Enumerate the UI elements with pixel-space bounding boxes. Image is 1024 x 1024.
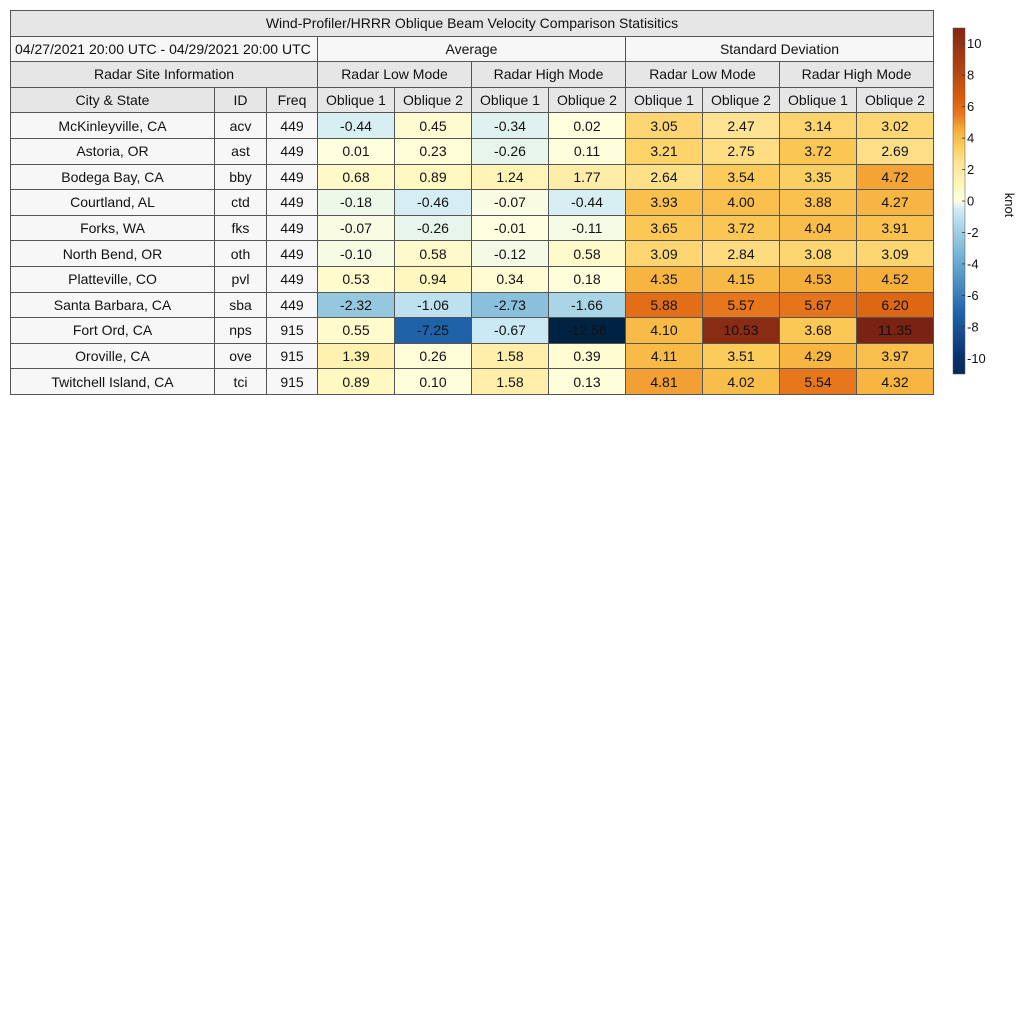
value-cell-std-high-ob2: 3.09 (857, 241, 934, 267)
colorbar-tick-label: -6 (967, 287, 979, 303)
value-cell-std-high-ob1: 4.04 (780, 215, 857, 241)
site-freq-cell: 915 (267, 343, 318, 369)
std-group-header: Standard Deviation (626, 36, 934, 62)
site-city-cell: Astoria, OR (11, 138, 215, 164)
table-row (11, 138, 934, 164)
site-id-cell: ctd (215, 190, 267, 216)
col-header-id: ID (215, 87, 267, 113)
value-cell-avg-low-ob1: 0.68 (318, 164, 395, 190)
value-cell-std-low-ob1: 3.05 (626, 113, 703, 139)
table-row (11, 292, 934, 318)
value-cell-avg-high-ob1: 1.58 (472, 369, 549, 395)
value-cell-avg-high-ob1: -0.01 (472, 215, 549, 241)
value-cell-avg-low-ob2: 0.58 (395, 241, 472, 267)
col-header-std-low-ob2: Oblique 2 (703, 87, 780, 113)
value-cell-avg-high-ob2: 1.77 (549, 164, 626, 190)
colorbar-tick-label: -10 (967, 350, 986, 366)
site-freq-cell: 449 (267, 215, 318, 241)
value-cell-std-low-ob1: 3.09 (626, 241, 703, 267)
colorbar-tick-label: -2 (967, 224, 979, 240)
value-cell-std-low-ob1: 5.88 (626, 292, 703, 318)
value-cell-avg-low-ob2: -0.46 (395, 190, 472, 216)
col-header-std-high-ob1: Oblique 1 (780, 87, 857, 113)
value-cell-avg-high-ob1: 1.24 (472, 164, 549, 190)
value-cell-std-low-ob1: 3.93 (626, 190, 703, 216)
table-row (11, 190, 934, 216)
site-city-cell: Platteville, CO (11, 266, 215, 292)
value-cell-std-high-ob1: 3.88 (780, 190, 857, 216)
value-cell-std-high-ob1: 3.72 (780, 138, 857, 164)
table-row (11, 369, 934, 395)
site-city-cell: Fort Ord, CA (11, 318, 215, 344)
value-cell-std-high-ob1: 4.53 (780, 266, 857, 292)
site-city-cell: McKinleyville, CA (11, 113, 215, 139)
value-cell-avg-high-ob1: -0.34 (472, 113, 549, 139)
value-cell-avg-low-ob2: 0.89 (395, 164, 472, 190)
table-title: Wind-Profiler/HRRR Oblique Beam Velocity Comparison Statisitics (11, 11, 934, 37)
value-cell-std-high-ob1: 5.67 (780, 292, 857, 318)
value-cell-std-low-ob2: 3.51 (703, 343, 780, 369)
value-cell-avg-low-ob2: -7.25 (395, 318, 472, 344)
value-cell-avg-high-ob1: 0.34 (472, 266, 549, 292)
value-cell-std-low-ob1: 4.81 (626, 369, 703, 395)
value-cell-std-low-ob2: 4.15 (703, 266, 780, 292)
colorbar-tick-label: 4 (967, 130, 975, 146)
value-cell-avg-high-ob2: -0.44 (549, 190, 626, 216)
value-cell-avg-low-ob2: -0.26 (395, 215, 472, 241)
site-id-cell: bby (215, 164, 267, 190)
site-city-cell: Courtland, AL (11, 190, 215, 216)
value-cell-avg-high-ob1: -2.73 (472, 292, 549, 318)
date-range: 04/27/2021 20:00 UTC - 04/29/2021 20:00 UTC (11, 36, 318, 62)
value-cell-avg-low-ob1: 0.01 (318, 138, 395, 164)
value-cell-avg-high-ob2: -1.66 (549, 292, 626, 318)
value-cell-std-low-ob1: 3.65 (626, 215, 703, 241)
site-id-cell: oth (215, 241, 267, 267)
value-cell-std-high-ob1: 3.14 (780, 113, 857, 139)
site-info-header: Radar Site Information (11, 62, 318, 88)
site-id-cell: sba (215, 292, 267, 318)
table-row (11, 318, 934, 344)
site-city-cell: North Bend, OR (11, 241, 215, 267)
value-cell-std-low-ob2: 2.47 (703, 113, 780, 139)
table-row (11, 215, 934, 241)
site-freq-cell: 915 (267, 318, 318, 344)
value-cell-avg-high-ob2: 0.13 (549, 369, 626, 395)
value-cell-std-high-ob1: 5.54 (780, 369, 857, 395)
value-cell-std-high-ob1: 3.08 (780, 241, 857, 267)
value-cell-avg-low-ob2: 0.10 (395, 369, 472, 395)
colorbar-tick-label: 6 (967, 99, 975, 115)
value-cell-std-low-ob2: 2.84 (703, 241, 780, 267)
value-cell-std-high-ob2: 4.72 (857, 164, 934, 190)
value-cell-avg-low-ob2: 0.94 (395, 266, 472, 292)
value-cell-avg-high-ob2: -0.11 (549, 215, 626, 241)
colorbar-tick-label: -4 (967, 256, 979, 272)
site-city-cell: Santa Barbara, CA (11, 292, 215, 318)
col-header-avg-low-ob2: Oblique 2 (395, 87, 472, 113)
value-cell-std-low-ob1: 4.11 (626, 343, 703, 369)
std-low-mode-header: Radar Low Mode (626, 62, 780, 88)
value-cell-avg-low-ob2: 0.26 (395, 343, 472, 369)
value-cell-std-high-ob2: 11.35 (857, 318, 934, 344)
value-cell-avg-high-ob2: 0.02 (549, 113, 626, 139)
site-freq-cell: 449 (267, 113, 318, 139)
value-cell-std-high-ob2: 2.69 (857, 138, 934, 164)
value-cell-avg-low-ob1: -0.18 (318, 190, 395, 216)
colorbar-tick-label: 2 (967, 162, 975, 178)
value-cell-avg-low-ob2: -1.06 (395, 292, 472, 318)
site-freq-cell: 449 (267, 164, 318, 190)
value-cell-avg-high-ob1: 1.58 (472, 343, 549, 369)
average-group-header: Average (318, 36, 626, 62)
site-id-cell: acv (215, 113, 267, 139)
col-header-std-high-ob2: Oblique 2 (857, 87, 934, 113)
col-header-avg-high-ob2: Oblique 2 (549, 87, 626, 113)
value-cell-avg-low-ob1: 0.53 (318, 266, 395, 292)
value-cell-std-high-ob2: 3.97 (857, 343, 934, 369)
value-cell-std-high-ob1: 3.68 (780, 318, 857, 344)
value-cell-avg-low-ob1: 1.39 (318, 343, 395, 369)
avg-high-mode-header: Radar High Mode (472, 62, 626, 88)
site-freq-cell: 449 (267, 138, 318, 164)
value-cell-std-low-ob2: 10.53 (703, 318, 780, 344)
colorbar-tick-label: 8 (967, 67, 975, 83)
value-cell-std-low-ob2: 3.54 (703, 164, 780, 190)
value-cell-avg-low-ob1: 0.89 (318, 369, 395, 395)
value-cell-std-high-ob1: 3.35 (780, 164, 857, 190)
colorbar-tick-label: 0 (967, 193, 975, 209)
value-cell-std-low-ob2: 2.75 (703, 138, 780, 164)
avg-low-mode-header: Radar Low Mode (318, 62, 472, 88)
site-city-cell: Forks, WA (11, 215, 215, 241)
colorbar-label: knot (1002, 192, 1017, 218)
value-cell-avg-low-ob2: 0.23 (395, 138, 472, 164)
table-row (11, 343, 934, 369)
value-cell-avg-low-ob1: -0.44 (318, 113, 395, 139)
value-cell-std-high-ob2: 3.02 (857, 113, 934, 139)
value-cell-std-high-ob2: 4.52 (857, 266, 934, 292)
site-id-cell: ast (215, 138, 267, 164)
stats-table (10, 10, 934, 395)
value-cell-std-high-ob2: 4.27 (857, 190, 934, 216)
value-cell-std-low-ob2: 4.00 (703, 190, 780, 216)
value-cell-avg-low-ob1: -0.07 (318, 215, 395, 241)
table-row (11, 266, 934, 292)
value-cell-std-high-ob2: 3.91 (857, 215, 934, 241)
value-cell-std-high-ob2: 4.32 (857, 369, 934, 395)
value-cell-std-high-ob1: 4.29 (780, 343, 857, 369)
value-cell-std-low-ob1: 2.64 (626, 164, 703, 190)
value-cell-std-low-ob1: 3.21 (626, 138, 703, 164)
site-id-cell: tci (215, 369, 267, 395)
site-city-cell: Twitchell Island, CA (11, 369, 215, 395)
site-freq-cell: 449 (267, 241, 318, 267)
table-row (11, 241, 934, 267)
value-cell-std-low-ob1: 4.35 (626, 266, 703, 292)
site-city-cell: Oroville, CA (11, 343, 215, 369)
value-cell-std-low-ob2: 3.72 (703, 215, 780, 241)
value-cell-avg-high-ob2: 0.18 (549, 266, 626, 292)
site-freq-cell: 915 (267, 369, 318, 395)
value-cell-avg-low-ob1: -0.10 (318, 241, 395, 267)
table-row (11, 113, 934, 139)
col-header-avg-high-ob1: Oblique 1 (472, 87, 549, 113)
site-id-cell: nps (215, 318, 267, 344)
value-cell-avg-high-ob2: 0.39 (549, 343, 626, 369)
col-header-city: City & State (11, 87, 215, 113)
site-city-cell: Bodega Bay, CA (11, 164, 215, 190)
col-header-avg-low-ob1: Oblique 1 (318, 87, 395, 113)
colorbar-tick-label: -8 (967, 319, 979, 335)
value-cell-std-low-ob2: 4.02 (703, 369, 780, 395)
value-cell-std-high-ob2: 6.20 (857, 292, 934, 318)
value-cell-avg-high-ob2: 0.58 (549, 241, 626, 267)
std-high-mode-header: Radar High Mode (780, 62, 934, 88)
site-freq-cell: 449 (267, 190, 318, 216)
value-cell-avg-low-ob2: 0.45 (395, 113, 472, 139)
value-cell-avg-low-ob1: 0.55 (318, 318, 395, 344)
site-freq-cell: 449 (267, 266, 318, 292)
col-header-std-low-ob1: Oblique 1 (626, 87, 703, 113)
site-freq-cell: 449 (267, 292, 318, 318)
site-id-cell: pvl (215, 266, 267, 292)
colorbar-tick-label: 10 (967, 36, 982, 52)
table-row (11, 164, 934, 190)
site-id-cell: ove (215, 343, 267, 369)
value-cell-avg-high-ob2: -12.56 (549, 318, 626, 344)
value-cell-avg-high-ob1: -0.12 (472, 241, 549, 267)
col-header-freq: Freq (267, 87, 318, 113)
value-cell-avg-high-ob2: 0.11 (549, 138, 626, 164)
value-cell-std-low-ob1: 4.10 (626, 318, 703, 344)
colorbar (945, 20, 1015, 380)
value-cell-avg-high-ob1: -0.07 (472, 190, 549, 216)
value-cell-avg-low-ob1: -2.32 (318, 292, 395, 318)
site-id-cell: fks (215, 215, 267, 241)
value-cell-avg-high-ob1: -0.67 (472, 318, 549, 344)
value-cell-std-low-ob2: 5.57 (703, 292, 780, 318)
value-cell-avg-high-ob1: -0.26 (472, 138, 549, 164)
